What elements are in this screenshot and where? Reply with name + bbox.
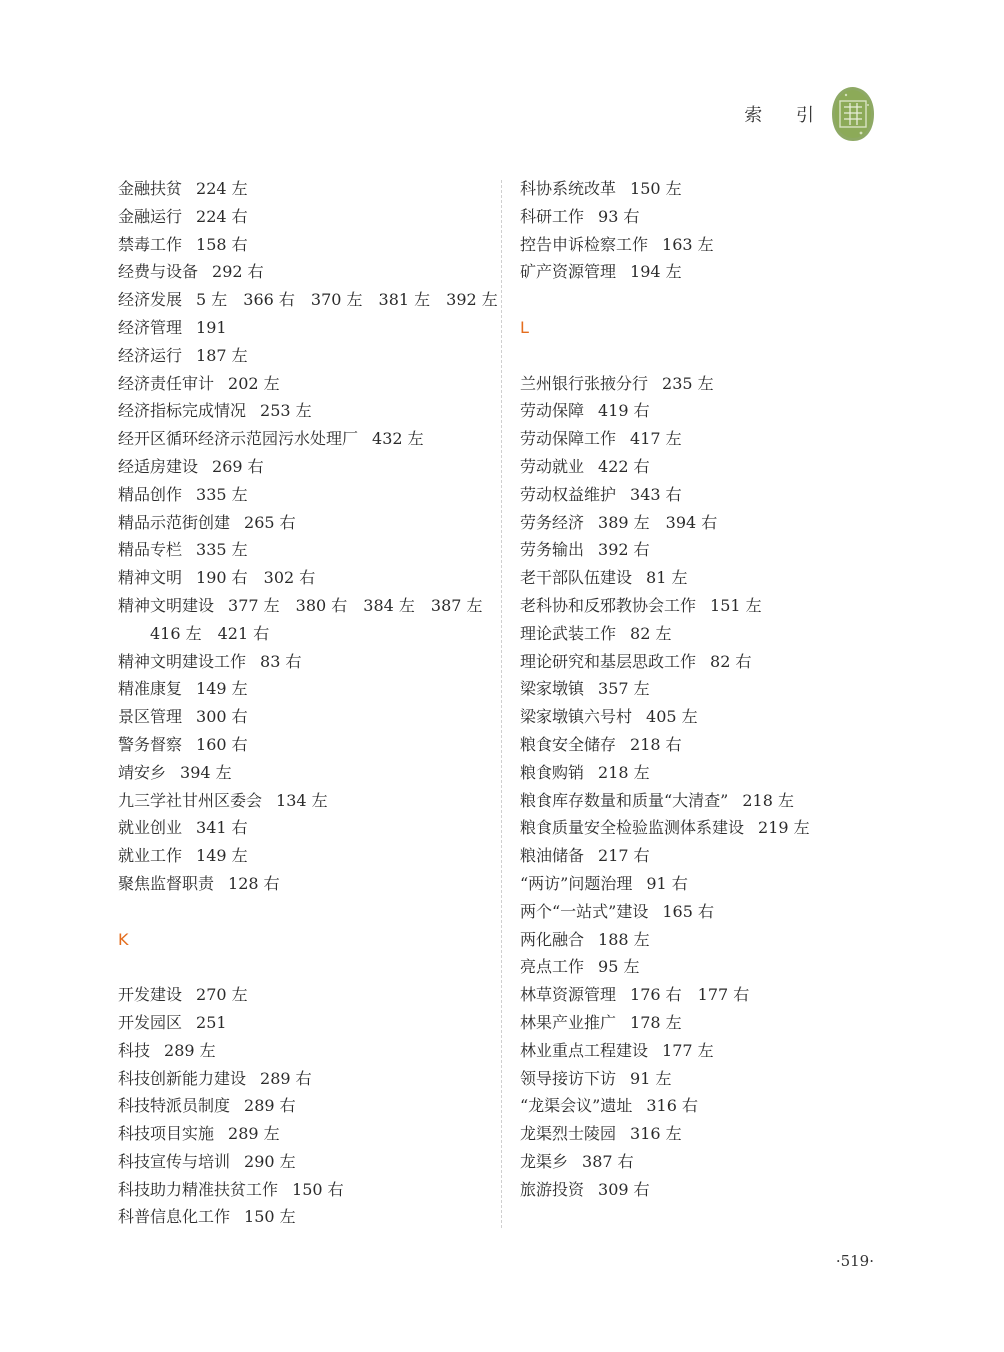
entry-pages: 289 左 bbox=[228, 1124, 280, 1144]
entry-term: 金融扶贫 bbox=[118, 179, 183, 198]
entry-term: 理论研究和基层思政工作 bbox=[520, 651, 697, 671]
entry-term: 精品专栏 bbox=[118, 540, 183, 560]
index-entry bbox=[520, 675, 892, 703]
entry-term: 开发园区 bbox=[118, 1012, 183, 1032]
entry-term: 粮食库存数量和质量“大清查” bbox=[520, 790, 729, 810]
entry-pages: 187 左 bbox=[196, 345, 248, 365]
entry-pages: 95 左 bbox=[598, 957, 640, 977]
index-entry bbox=[520, 203, 892, 231]
entry-pages: 235 左 bbox=[662, 373, 714, 393]
entry-pages: 341 右 bbox=[196, 818, 248, 838]
entry-term: 靖安乡 bbox=[118, 762, 167, 782]
entry-term: 两个“一站式”建设 bbox=[520, 901, 649, 921]
index-entry bbox=[118, 592, 490, 620]
index-entry bbox=[520, 592, 892, 620]
entry-term: 龙渠烈士陵园 bbox=[520, 1124, 617, 1144]
spacer bbox=[520, 342, 892, 370]
entry-pages: 82 左 bbox=[630, 623, 672, 643]
index-entry bbox=[118, 564, 490, 592]
index-entry bbox=[520, 981, 892, 1009]
index-entry bbox=[520, 926, 892, 954]
index-column-left bbox=[118, 175, 498, 1231]
entry-term: 林业重点工程建设 bbox=[520, 1040, 649, 1060]
index-entry bbox=[520, 648, 892, 676]
entry-pages: 194 左 bbox=[630, 262, 682, 282]
entry-term: 聚焦监督职责 bbox=[118, 873, 215, 893]
entry-term: 亮点工作 bbox=[520, 957, 585, 977]
index-entry bbox=[520, 175, 892, 203]
index-entry bbox=[118, 814, 490, 842]
entry-pages: 419 右 bbox=[598, 401, 650, 421]
entry-pages: 316 右 bbox=[646, 1096, 699, 1116]
entry-term: “两访”问题治理 bbox=[520, 873, 633, 893]
entry-pages: 150 右 bbox=[292, 1179, 344, 1199]
entry-pages: 253 左 bbox=[260, 401, 312, 421]
entry-pages: 289 左 bbox=[164, 1040, 216, 1060]
entry-term: 科技项目实施 bbox=[118, 1124, 215, 1144]
entry-term: 经济运行 bbox=[118, 345, 183, 365]
entry-pages: 176 右 177 右 bbox=[630, 985, 750, 1005]
entry-pages: 289 右 bbox=[244, 1096, 296, 1116]
entry-term: 劳动权益维护 bbox=[520, 484, 617, 504]
entry-term: 林果产业推广 bbox=[520, 1012, 617, 1032]
index-entry bbox=[118, 1176, 490, 1204]
entry-term: 就业创业 bbox=[118, 818, 183, 838]
entry-term: 科技 bbox=[118, 1040, 151, 1060]
entry-pages: 150 左 bbox=[630, 179, 682, 198]
index-entry bbox=[118, 397, 490, 425]
index-entry bbox=[118, 648, 490, 676]
index-entry bbox=[118, 370, 490, 398]
index-entry bbox=[118, 314, 490, 342]
entry-term: 粮食安全储存 bbox=[520, 734, 617, 754]
entry-pages: 218 左 bbox=[742, 790, 795, 810]
index-entry bbox=[118, 1203, 490, 1231]
entry-pages: 134 左 bbox=[276, 790, 328, 810]
entry-term: 精准康复 bbox=[118, 679, 183, 699]
page-number: ·519· bbox=[835, 1252, 874, 1270]
index-entry bbox=[520, 1120, 892, 1148]
entry-term: 龙渠乡 bbox=[520, 1151, 569, 1171]
entry-pages: 387 右 bbox=[582, 1151, 634, 1171]
seal-stamp-icon bbox=[830, 85, 876, 143]
entry-pages: 405 左 bbox=[646, 707, 698, 727]
entry-term: 劳务经济 bbox=[520, 512, 585, 532]
entry-pages: 224 右 bbox=[196, 206, 248, 226]
entry-term: 劳动保障 bbox=[520, 401, 585, 421]
entry-term: 控告申诉检察工作 bbox=[520, 234, 649, 254]
entry-pages: 91 右 bbox=[646, 873, 688, 893]
entry-pages: 377 左 380 右 384 左 387 左 bbox=[228, 595, 483, 615]
index-entry bbox=[118, 675, 490, 703]
entry-pages: 160 右 bbox=[196, 734, 248, 754]
index-entry bbox=[118, 536, 490, 564]
column-divider bbox=[501, 180, 502, 1228]
entry-term: 兰州银行张掖分行 bbox=[520, 373, 649, 393]
index-entry bbox=[118, 1148, 490, 1176]
entry-pages: 265 右 bbox=[244, 512, 296, 532]
index-entry bbox=[520, 1037, 892, 1065]
entry-term: 科技创新能力建设 bbox=[118, 1068, 247, 1088]
entry-pages: 82 右 bbox=[710, 651, 752, 671]
index-entry-continuation bbox=[118, 620, 490, 648]
entry-pages: 81 左 bbox=[646, 568, 688, 588]
entry-pages: 163 左 bbox=[662, 234, 714, 254]
entry-term: 粮食质量安全检验监测体系建设 bbox=[520, 818, 745, 838]
entry-term: 经费与设备 bbox=[118, 262, 199, 282]
index-entry bbox=[118, 342, 490, 370]
entry-pages: 357 左 bbox=[598, 679, 650, 699]
entry-term: 精品示范街创建 bbox=[118, 512, 231, 532]
entry-pages: 300 右 bbox=[196, 707, 248, 727]
index-entry bbox=[118, 870, 490, 898]
spacer bbox=[118, 953, 490, 981]
entry-term: 科技助力精准扶贫工作 bbox=[118, 1179, 279, 1199]
index-entry bbox=[118, 759, 490, 787]
entry-term: 林草资源管理 bbox=[520, 985, 617, 1005]
index-entry bbox=[520, 1176, 892, 1204]
entry-term: 科研工作 bbox=[520, 206, 585, 226]
entry-term: 粮食购销 bbox=[520, 762, 585, 782]
entry-pages: 224 左 bbox=[196, 179, 248, 198]
index-entry bbox=[118, 981, 490, 1009]
entry-term: 梁家墩镇六号村 bbox=[520, 707, 633, 727]
index-entry bbox=[520, 258, 892, 286]
index-entry bbox=[118, 1120, 490, 1148]
index-entry bbox=[520, 231, 892, 259]
entry-pages: 177 左 bbox=[662, 1040, 714, 1060]
entry-pages: 309 右 bbox=[598, 1179, 650, 1199]
entry-term: 经开区循环经济示范园污水处理厂 bbox=[118, 429, 359, 449]
index-entry bbox=[118, 703, 490, 731]
entry-pages: 149 左 bbox=[196, 846, 248, 866]
entry-pages: 270 左 bbox=[196, 985, 248, 1005]
entry-pages: 432 左 bbox=[372, 429, 424, 449]
entry-pages: 202 左 bbox=[228, 373, 280, 393]
index-entry bbox=[520, 814, 892, 842]
index-entry bbox=[520, 1009, 892, 1037]
entry-term: 警务督察 bbox=[118, 734, 183, 754]
entry-pages: 149 左 bbox=[196, 679, 248, 699]
entry-pages: 251 bbox=[196, 1012, 227, 1032]
entry-term: 景区管理 bbox=[118, 707, 183, 727]
entry-pages: 269 右 bbox=[212, 456, 264, 476]
entry-term: 精品创作 bbox=[118, 484, 183, 504]
entry-term: 经济责任审计 bbox=[118, 373, 215, 393]
index-entry bbox=[118, 453, 490, 481]
entry-term: “龙渠会议”遗址 bbox=[520, 1096, 633, 1116]
index-entry bbox=[520, 1065, 892, 1093]
entry-term: 科普信息化工作 bbox=[118, 1207, 231, 1227]
entry-pages: 91 左 bbox=[630, 1068, 672, 1088]
index-column-right bbox=[520, 175, 892, 1203]
entry-pages: 151 左 bbox=[710, 595, 762, 615]
entry-pages: 290 左 bbox=[244, 1151, 296, 1171]
section-letter bbox=[520, 314, 892, 342]
index-entry bbox=[520, 759, 892, 787]
index-entry bbox=[520, 370, 892, 398]
entry-pages: 218 左 bbox=[598, 762, 650, 782]
index-entry bbox=[520, 620, 892, 648]
entry-term: 科协系统改革 bbox=[520, 179, 617, 198]
entry-term: 经济指标完成情况 bbox=[118, 401, 247, 421]
entry-term: 老干部队伍建设 bbox=[520, 568, 633, 588]
index-entry bbox=[520, 453, 892, 481]
entry-pages: 165 右 bbox=[662, 901, 715, 921]
entry-pages: 83 右 bbox=[260, 651, 302, 671]
entry-term: 精神文明建设 bbox=[118, 595, 215, 615]
entry-pages: 158 右 bbox=[196, 234, 248, 254]
page-header bbox=[744, 84, 876, 144]
entry-term: 开发建设 bbox=[118, 985, 183, 1005]
index-entry bbox=[520, 870, 892, 898]
entry-pages: 335 左 bbox=[196, 484, 248, 504]
index-entry bbox=[118, 1009, 490, 1037]
index-entry bbox=[118, 1037, 490, 1065]
spacer bbox=[520, 286, 892, 314]
index-entry bbox=[520, 703, 892, 731]
entry-pages: 292 右 bbox=[212, 262, 264, 282]
index-entry bbox=[520, 842, 892, 870]
entry-pages: 188 左 bbox=[598, 929, 650, 949]
spacer bbox=[118, 898, 490, 926]
entry-pages: 178 左 bbox=[630, 1012, 682, 1032]
entry-pages: 422 右 bbox=[598, 456, 650, 476]
entry-pages: 190 右 302 右 bbox=[196, 568, 316, 588]
entry-pages: 416 左 421 右 bbox=[150, 623, 270, 643]
entry-pages: 93 右 bbox=[598, 206, 640, 226]
entry-term: 劳动就业 bbox=[520, 456, 585, 476]
entry-pages: 289 右 bbox=[260, 1068, 312, 1088]
entry-pages: 417 左 bbox=[630, 429, 682, 449]
index-entry bbox=[118, 509, 490, 537]
entry-term: 经济管理 bbox=[118, 317, 183, 337]
index-entry bbox=[118, 842, 490, 870]
index-entry bbox=[520, 731, 892, 759]
entry-term: 精神文明 bbox=[118, 568, 183, 588]
entry-term: 经济发展 bbox=[118, 290, 183, 310]
entry-pages: 219 左 bbox=[758, 818, 810, 838]
entry-pages: 343 右 bbox=[630, 484, 682, 504]
entry-pages: 389 左 394 右 bbox=[598, 512, 718, 532]
index-entry bbox=[520, 425, 892, 453]
section-letter bbox=[118, 926, 490, 954]
entry-pages: 218 右 bbox=[630, 734, 682, 754]
entry-term: 理论武装工作 bbox=[520, 623, 617, 643]
entry-term: 劳动保障工作 bbox=[520, 429, 617, 449]
index-entry bbox=[118, 1092, 490, 1120]
index-entry bbox=[118, 231, 490, 259]
entry-pages: 191 bbox=[196, 317, 227, 337]
entry-term: 科技特派员制度 bbox=[118, 1096, 231, 1116]
entry-pages: 150 左 bbox=[244, 1207, 296, 1227]
index-entry bbox=[520, 1148, 892, 1176]
index-entry bbox=[520, 536, 892, 564]
index-entry bbox=[520, 564, 892, 592]
entry-term: 领导接访下访 bbox=[520, 1068, 617, 1088]
index-entry bbox=[520, 787, 892, 815]
entry-term: 旅游投资 bbox=[520, 1179, 585, 1199]
entry-term: 就业工作 bbox=[118, 846, 183, 866]
index-entry bbox=[520, 397, 892, 425]
entry-term: 禁毒工作 bbox=[118, 234, 183, 254]
entry-pages: 392 右 bbox=[598, 540, 650, 560]
entry-term: 金融运行 bbox=[118, 206, 183, 226]
entry-term: 经适房建设 bbox=[118, 456, 199, 476]
index-entry bbox=[118, 787, 490, 815]
letter-heading: L bbox=[520, 317, 529, 337]
entry-pages: 5 左 366 右 370 左 381 左 392 左 bbox=[196, 290, 498, 310]
index-entry bbox=[520, 953, 892, 981]
entry-term: 老科协和反邪教协会工作 bbox=[520, 595, 697, 615]
entry-term: 精神文明建设工作 bbox=[118, 651, 247, 671]
entry-term: 两化融合 bbox=[520, 929, 585, 949]
index-entry bbox=[118, 481, 490, 509]
index-entry bbox=[118, 258, 490, 286]
entry-pages: 316 左 bbox=[630, 1124, 682, 1144]
section-title: 索 引 bbox=[744, 105, 828, 126]
index-entry bbox=[520, 481, 892, 509]
index-entry bbox=[520, 1092, 892, 1120]
index-entry bbox=[118, 175, 490, 203]
entry-pages: 394 左 bbox=[180, 762, 232, 782]
entry-term: 梁家墩镇 bbox=[520, 679, 585, 699]
letter-heading: K bbox=[118, 929, 129, 949]
entry-pages: 217 右 bbox=[598, 846, 650, 866]
entry-term: 粮油储备 bbox=[520, 846, 585, 866]
entry-term: 劳务输出 bbox=[520, 540, 585, 560]
index-entry bbox=[118, 286, 498, 314]
entry-pages: 335 左 bbox=[196, 540, 248, 560]
entry-pages: 128 右 bbox=[228, 873, 280, 893]
index-entry bbox=[520, 898, 892, 926]
entry-term: 矿产资源管理 bbox=[520, 262, 617, 282]
index-entry bbox=[118, 203, 490, 231]
index-entry bbox=[118, 425, 490, 453]
index-entry bbox=[118, 1065, 490, 1093]
entry-term: 科技宣传与培训 bbox=[118, 1151, 231, 1171]
entry-term: 九三学社甘州区委会 bbox=[118, 790, 263, 810]
index-entry bbox=[520, 509, 892, 537]
index-entry bbox=[118, 731, 490, 759]
